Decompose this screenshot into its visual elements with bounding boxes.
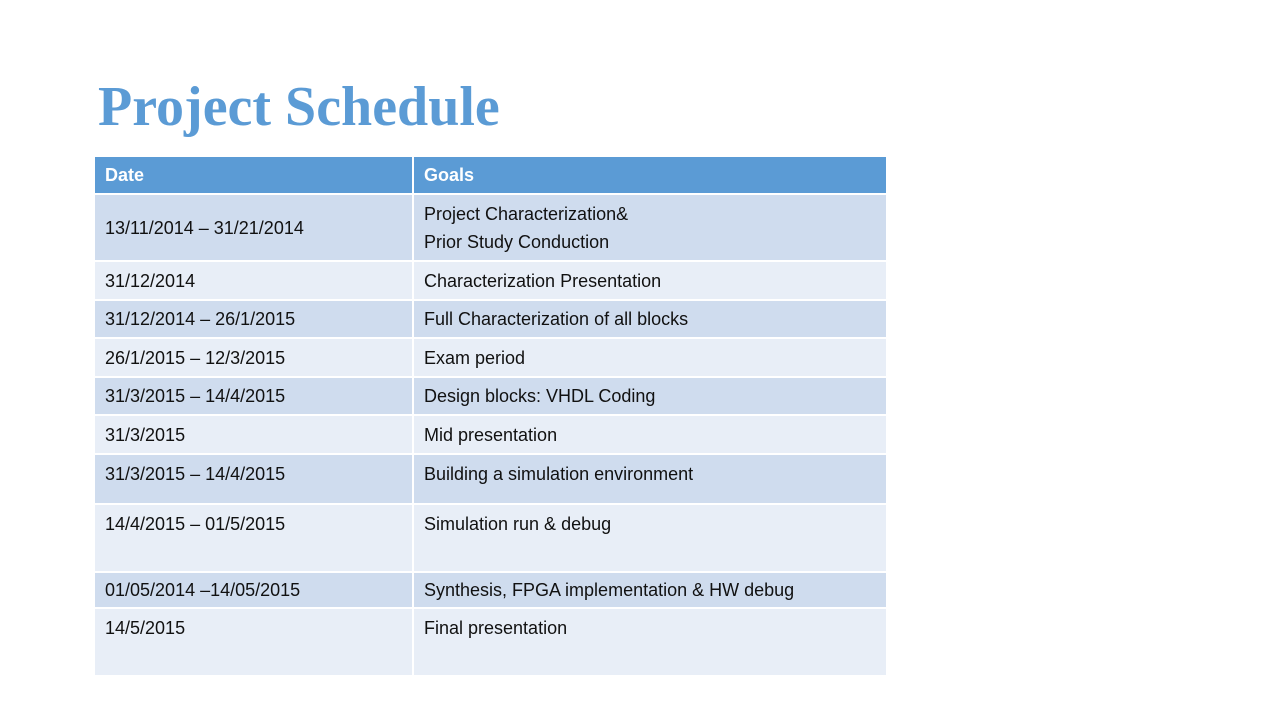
table-row <box>94 608 887 676</box>
column-header-goals: Goals <box>413 156 887 194</box>
column-header-date: Date <box>94 156 413 194</box>
date-cell: 26/1/2015 – 12/3/2015 <box>94 338 413 377</box>
goal-cell: Building a simulation environment <box>413 454 887 504</box>
date-cell: 14/4/2015 – 01/5/2015 <box>94 504 413 572</box>
table-row <box>94 261 887 300</box>
table-row <box>94 377 887 415</box>
table-row <box>94 454 887 504</box>
date-cell: 13/11/2014 – 31/21/2014 <box>94 194 413 261</box>
goal-cell: Full Characterization of all blocks <box>413 300 887 338</box>
table-header-row <box>94 156 887 194</box>
goal-cell: Synthesis, FPGA implementation & HW debug <box>413 572 887 608</box>
table-row <box>94 415 887 454</box>
goal-line: Project Characterization& <box>424 203 629 224</box>
schedule-table <box>93 155 888 677</box>
table-row <box>94 194 887 261</box>
page-title: Project Schedule <box>98 76 500 138</box>
goal-cell: Final presentation <box>413 608 887 676</box>
date-cell: 31/12/2014 – 26/1/2015 <box>94 300 413 338</box>
table-row <box>94 300 887 338</box>
date-cell: 01/05/2014 –14/05/2015 <box>94 572 413 608</box>
goal-line: Prior Study Conduction <box>424 231 610 252</box>
date-cell: 31/3/2015 – 14/4/2015 <box>94 454 413 504</box>
date-cell: 14/5/2015 <box>94 608 413 676</box>
date-cell: 31/3/2015 – 14/4/2015 <box>94 377 413 415</box>
goal-cell: Characterization Presentation <box>413 261 887 300</box>
table-row <box>94 504 887 572</box>
goal-cell <box>413 194 887 261</box>
goal-cell: Simulation run & debug <box>413 504 887 572</box>
goal-cell: Mid presentation <box>413 415 887 454</box>
date-cell: 31/12/2014 <box>94 261 413 300</box>
goal-cell: Design blocks: VHDL Coding <box>413 377 887 415</box>
table-row <box>94 572 887 608</box>
date-cell: 31/3/2015 <box>94 415 413 454</box>
table-row <box>94 338 887 377</box>
goal-cell: Exam period <box>413 338 887 377</box>
